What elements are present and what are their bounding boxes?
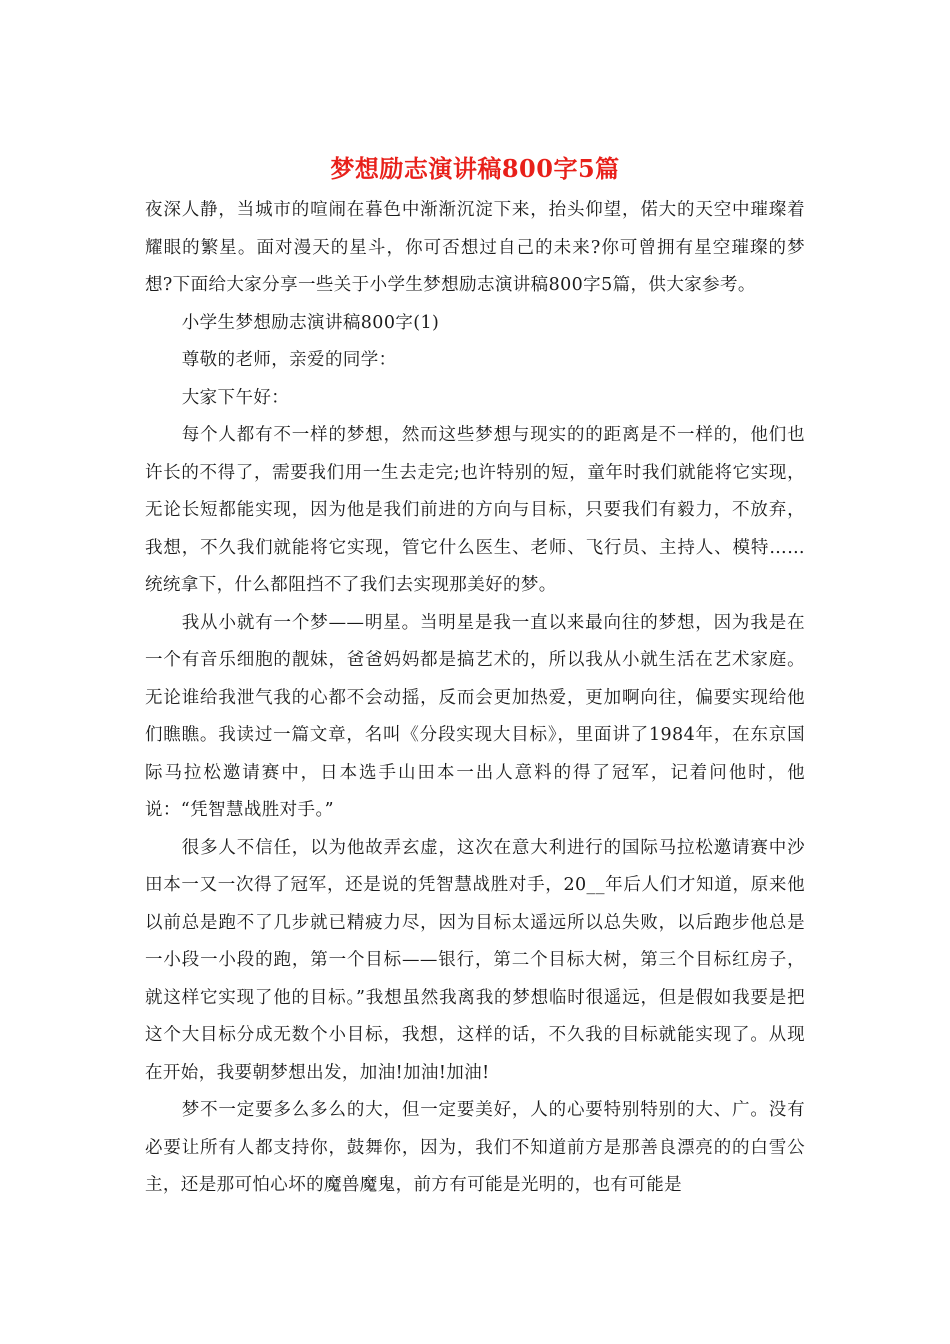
document-title: 梦想励志演讲稿800字5篇 — [330, 154, 620, 183]
paragraph-greeting: 大家下午好： — [181, 387, 290, 408]
paragraph-speech-heading: 小学生梦想励志演讲稿800字(1) — [181, 312, 440, 333]
document-page — [145, 150, 805, 1205]
paragraph-intro: 夜深人静，当城市的喧闹在暮色中渐渐沉淀下来，抬头仰望，偌大的天空中璀璨着耀眼的繁星。面对漫天的星斗，你可否想过自己的未来?你可曾拥有星空璀璨的梦想?下面给大家分享一些关于小学生梦想励志演讲稿800字5篇，供大家参考。 — [145, 200, 805, 295]
paragraph-body-4: 梦不一定要多么多么的大，但一定要美好，人的心要特别特别的大、广。没有必要让所有人都支持你，鼓舞你，因为，我们不知道前方是那善良漂亮的的白雪公主，还是那可怕心坏的魔兽魔鬼，前方有可能是光明的，也有可能是 — [145, 1100, 805, 1195]
paragraph-salutation: 尊敬的老师，亲爱的同学： — [181, 350, 397, 370]
document-body — [145, 192, 805, 1205]
paragraph-body-1: 每个人都有不一样的梦想，然而这些梦想与现实的的距离是不一样的，他们也许长的不得了，需要我们用一生去走完;也许特别的短，童年时我们就能将它实现，无论长短都能实现，因为他是我们前进的方向与目标，只要我们有毅力，不放弃，我想，不久我们就能将它实现，管它什么医生、老师、飞行员、主持人、模特……统统拿下，什么都阻挡不了我们去实现那美好的梦。 — [145, 425, 805, 595]
paragraph-body-2: 我从小就有一个梦——明星。当明星是我一直以来最向往的梦想，因为我是在一个有音乐细胞的靓妹，爸爸妈妈都是搞艺术的，所以我从小就生活在艺术家庭。无论谁给我泄气我的心都不会动摇，反而会更加热爱，更加啊向往，偏要实现给他们瞧瞧。我读过一篇文章，名叫《分段实现大目标》，里面讲了1984年，在东京国际马拉松邀请赛中，日本选手山田本一出人意料的得了冠军，记着问他时，他说：“凭智慧战胜对手。” — [145, 612, 805, 820]
paragraph-body-3: 很多人不信任，以为他故弄玄虚，这次在意大利进行的国际马拉松邀请赛中沙田本一又一次得了冠军，还是说的凭智慧战胜对手，20__年后人们才知道，原来他以前总是跑不了几步就已精疲力尽，因为目标太遥远所以总失败，以后跑步他总是一小段一小段的跑，第一个目标——银行，第二个目标大树，第三个目标红房子，就这样它实现了他的目标。”我想虽然我离我的梦想临时很遥远，但是假如我要是把这个大目标分成无数个小目标，我想，这样的话，不久我的目标就能实现了。从现在开始，我要朝梦想出发，加油!加油!加油! — [145, 837, 805, 1083]
